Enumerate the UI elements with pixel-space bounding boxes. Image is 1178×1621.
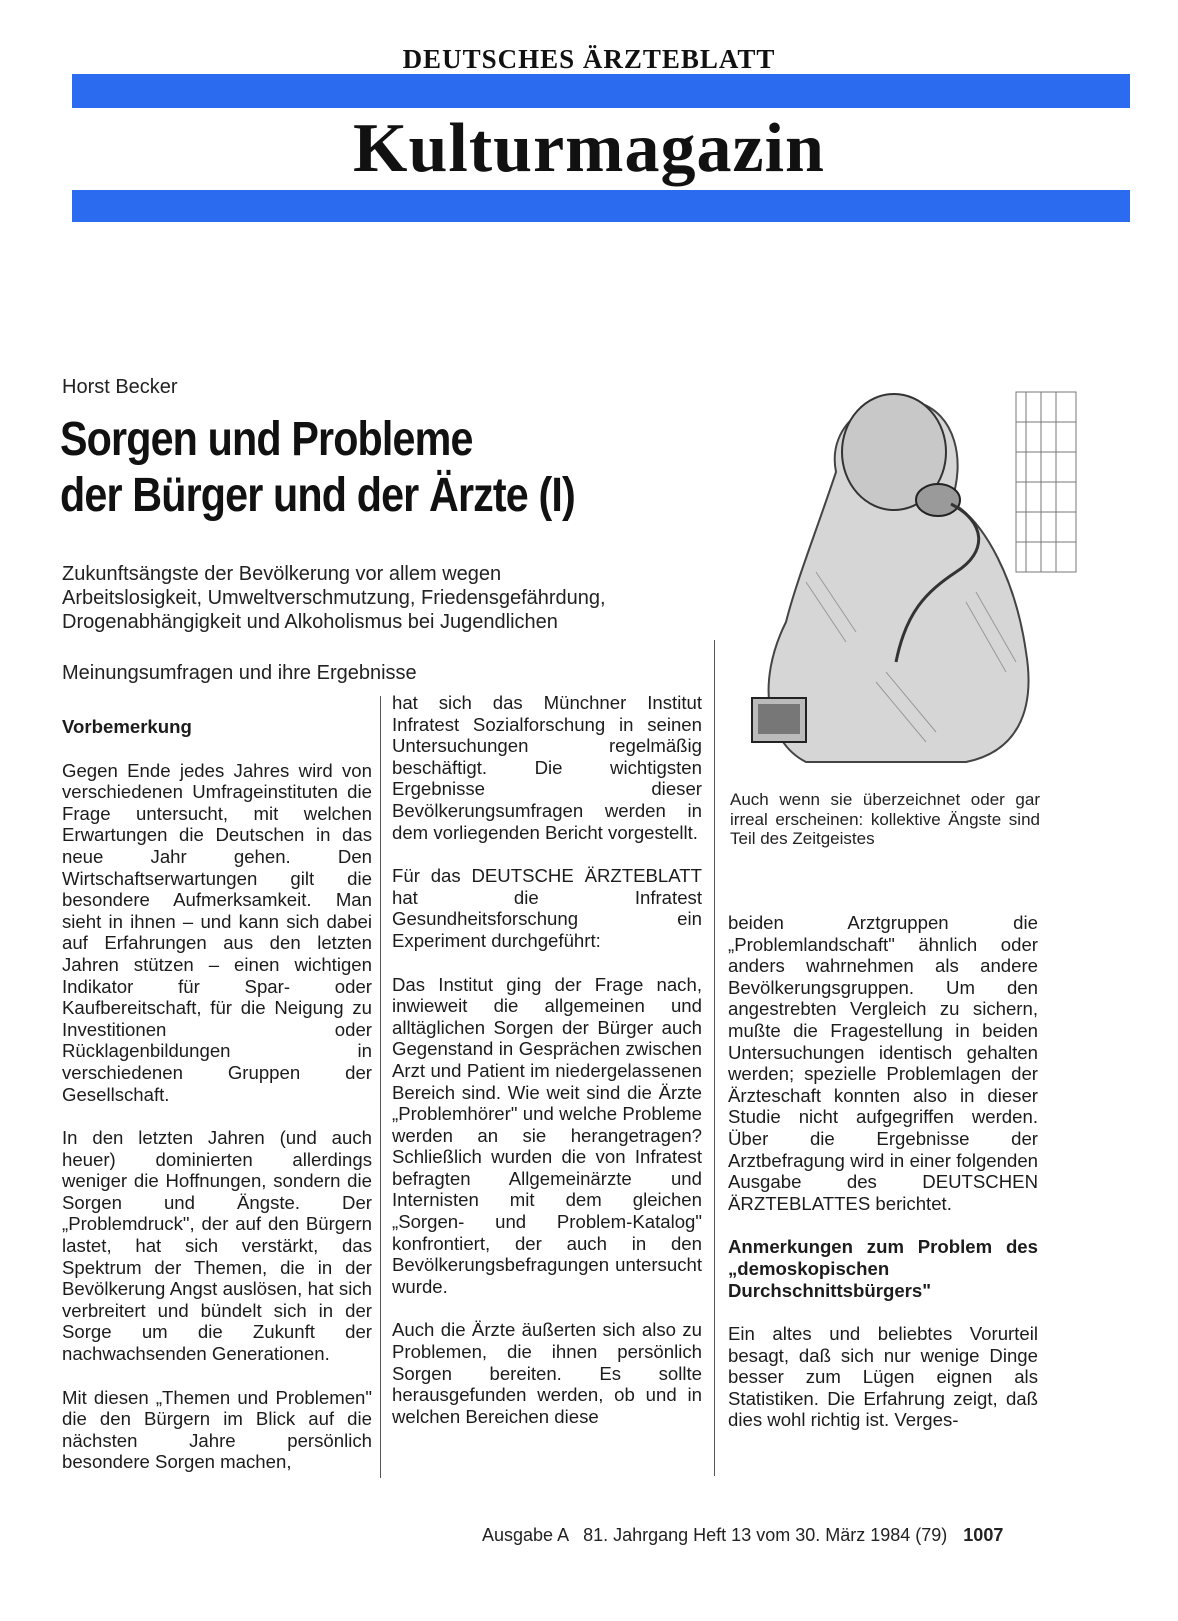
subtitle-line-1: Zukunftsängste der Bevölkerung vor allem wegen: [62, 563, 502, 585]
paragraph: Auch die Ärzte äußerten sich also zu Problemen, die ihnen persönlich Sorgen bereiten. Es sollte herausgefunden werden, ob und in welchen Bereichen diese: [392, 1319, 702, 1427]
illustration-caption: Auch wenn sie überzeichnet oder gar irreal erscheinen: kollektive Ängste sind Teil des Zeitgeistes: [730, 790, 1040, 848]
article-author: Horst Becker: [62, 376, 178, 398]
subtitle-line-2: Arbeitslosigkeit, Umweltverschmutzung, Friedensgefährdung,: [62, 587, 606, 609]
column-2: [392, 692, 702, 1449]
headline-line-1: Sorgen und Probleme: [60, 413, 473, 466]
paragraph: beiden Arztgruppen die „Problemlandschaft" ähnlich oder anders wahrnehmen als andere Bevölkerungsgruppen. Um den angestrebten Vergleich zu sichern, mußte die Fragestellung in beiden Untersuchungen identisch gehalten werden; spezielle Problemlagen der Ärzteschaft konnten also in dieser Studie nicht aufgegriffen werden. Über die Ergebnisse der Arztbefragung wird in einer folgenden Ausgabe des DEUTSCHEN ÄRZTEBLATTES berichtet.: [728, 912, 1038, 1214]
mask-shape: [916, 484, 960, 516]
illustration-man-with-breathing-mask: [726, 382, 1086, 770]
paragraph: Das Institut ging der Frage nach, inwieweit die allgemeinen und alltäglichen Sorgen der Bürger auch Gegenstand in Gesprächen zwischen Arzt und Patient im niedergelassenen Bereich sind. Wie weit sind die Ärzte „Problemhörer" und welche Probleme werden an sie herangetragen? Schließlich wurden die von Infratest befragten Allgemeinärzte und Internisten mit dem gleichen „Sorgen- und Problem-Katalog" konfrontiert, der auch in den Bevölkerungsbefragungen untersucht wurde.: [392, 973, 702, 1297]
paragraph: Gegen Ende jedes Jahres wird von verschiedenen Umfrageinstituten die Frage untersucht, mit welchen Erwartungen die Deutschen in das neue Jahr gehen. Den Wirtschaftserwartungen gilt die besondere Aufmerksamkeit. Man sieht in ihnen – und kann sich dabei auf Erfahrungen aus den letzten Jahren stützen – einen wichtigen Indikator für Spar- oder Kaufbereitschaft, für die Neigung zu Investitionen oder Rücklagenbildungen in verschiedenen Gruppen der Gesellschaft.: [62, 759, 372, 1105]
headline-line-2: der Bürger und der Ärzte (I): [60, 469, 575, 522]
paragraph: Für das DEUTSCHE ÄRZTEBLATT hat die Infratest Gesundheitsforschung ein Experiment durchgeführt:: [392, 865, 702, 951]
article-subline: Meinungsumfragen und ihre Ergebnisse: [62, 662, 417, 684]
article-subtitle: [62, 562, 762, 634]
tv-screen-shape: [758, 704, 800, 734]
page-number: 1007: [963, 1525, 1004, 1545]
paragraph: hat sich das Münchner Institut Infratest Sozialforschung in seinen Untersuchungen regelmäßig beschäftigt. Die wichtigsten Ergebnisse dieser Bevölkerungsumfragen werden in dem vorliegenden Bericht vorgestellt.: [392, 692, 702, 843]
section-heading-vorbemerkung: Vorbemerkung: [62, 716, 192, 737]
column-rule-2: [714, 640, 715, 1476]
subtitle-line-3: Drogenabhängigkeit und Alkoholismus bei Jugendlichen: [62, 611, 558, 633]
column-rule-1: [380, 696, 381, 1478]
paragraph: Mit diesen „Themen und Problemen" die den Bürgern im Blick auf die nächsten Jahre persönlich besondere Sorgen machen,: [62, 1386, 372, 1473]
masthead-publication: DEUTSCHES ÄRZTEBLATT: [402, 44, 776, 74]
masthead-section-title: Kulturmagazin: [353, 110, 825, 187]
page-footer: [482, 1525, 1003, 1546]
issue-info: Ausgabe A 81. Jahrgang Heft 13 vom 30. März 1984 (79): [482, 1525, 948, 1545]
article-headline: [60, 412, 645, 524]
paragraph: In den letzten Jahren (und auch heuer) dominierten allerdings weniger die Hoffnungen, sondern die Sorgen und Ängste. Der „Problemdruck", der auf den Bürgern lastet, hat sich verstärkt, das Spektrum der Themen, die in der Bevölkerung Angst auslösen, hat sich verbreitert und bündelt sich in der Sorge um die Zukunft der nachwachsenden Generationen.: [62, 1127, 372, 1365]
masthead-bar-bottom: [72, 190, 1130, 222]
column-3: [728, 912, 1038, 1453]
paragraph: Ein altes und beliebtes Vorurteil besagt, daß sich nur wenige Dinge besser zum Lügen eignen als Statistiken. Die Erfahrung zeigt, daß dies wohl richtig ist. Verges-: [728, 1323, 1038, 1431]
column-1: [62, 716, 372, 1495]
section-heading-anmerkungen: Anmerkungen zum Problem des „demoskopischen Durchschnittsbürgers": [728, 1236, 1038, 1301]
masthead-bar-top: [72, 74, 1130, 108]
